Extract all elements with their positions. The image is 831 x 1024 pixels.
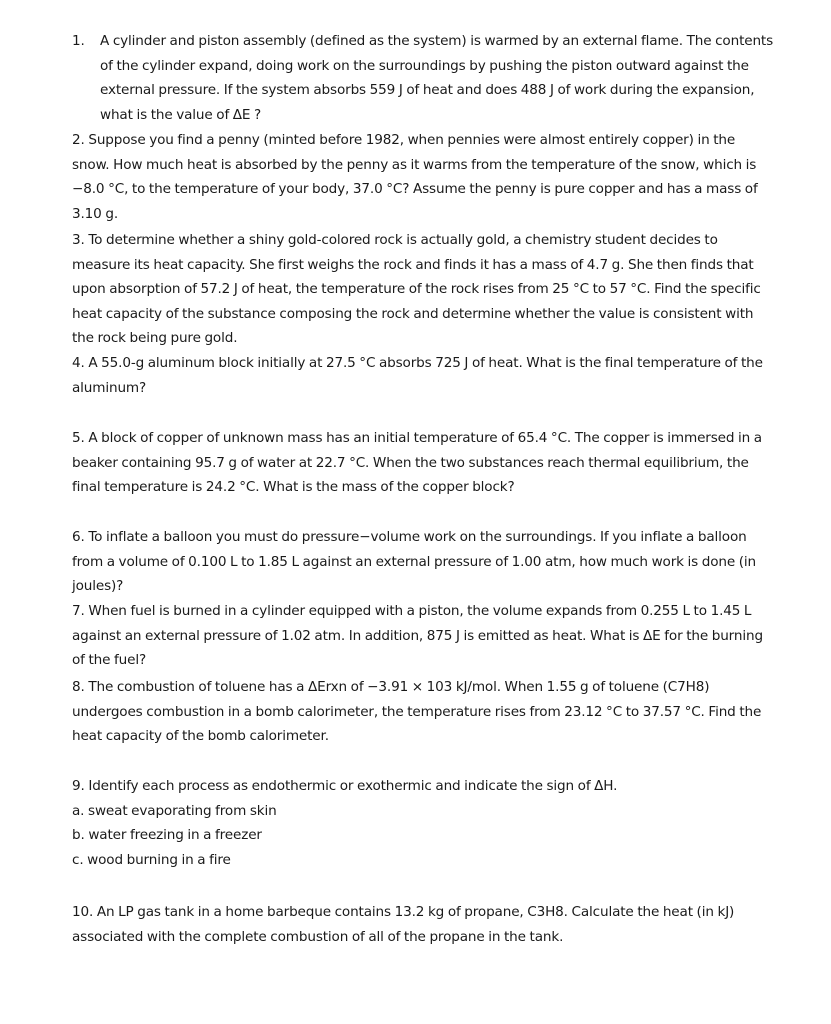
question-5: 5. A block of copper of unknown mass has an initial temperature of 65.4 °C. The copper is immersed in a beaker containing 95.7 g of water at 22.7 °C. When the two substances reach thermal equilibrium, the final temperature is 24.2 °C. What is the mass of the copper block? (72, 430, 762, 495)
question-8: 8. The combustion of toluene has a ΔErxn of −3.91 × 103 kJ/mol. When 1.55 g of toluene (C7H8) undergoes combustion in a bomb calorimeter, the temperature rises from 23.12 °C to 37.57 °C. Find the heat capacity of the bomb calorimeter. (72, 679, 762, 744)
question-3: 3. To determine whether a shiny gold-colored rock is actually gold, a chemistry student decides to measure its heat capacity. She first weighs the rock and finds it has a mass of 4.7 g. She then finds that upon absorption of 57.2 J of heat, the temperature of the rock rises from 25 °C to 57 °C. Find the specific heat capacity of the substance composing the rock and determine whether the value is consistent with the rock being pure gold. (72, 232, 761, 346)
question-6: 6. To inflate a balloon you must do pressure−volume work on the surroundings. If you inflate a balloon from a volume of 0.100 L to 1.85 L against an external pressure of 1.00 atm, how much work is done (in joules)? (72, 529, 757, 594)
question-1-text: A cylinder and piston assembly (defined as the system) is warmed by an external flame. The contents of the cylinder expand, doing work on the surroundings by pushing the piston outward against the external pressure. If the system absorbs 559 J of heat and does 488 J of work during the expansion, what is the value of ΔE ? (100, 33, 774, 123)
question-9-part-c: c. wood burning in a fire (72, 851, 231, 868)
question-10: 10. An LP gas tank in a home barbeque contains 13.2 kg of propane, C3H8. Calculate the heat (in kJ) associated with the complete combustion of all of the propane in the tank. (72, 904, 735, 945)
question-9-part-b: b. water freezing in a freezer (72, 827, 262, 843)
question-7: 7. When fuel is burned in a cylinder equipped with a piston, the volume expands from 0.255 L to 1.45 L against an external pressure of 1.02 atm. In addition, 875 J is emitted as heat. What is ΔE for the burning of the fuel? (72, 603, 763, 668)
question-1-number: 1. (72, 33, 85, 49)
question-2: 2. Suppose you find a penny (minted before 1982, when pennies were almost entirely copper) in the snow. How much heat is absorbed by the penny as it warms from the temperature of the snow, which is −8.0 °C, to the temperature of your body, 37.0 °C? Assume the penny is pure copper and has a mass of 3.10 g. (72, 132, 758, 222)
question-9-text: 9. Identify each process as endothermic or exothermic and indicate the sign of ΔH. (72, 778, 618, 794)
question-9 (72, 774, 772, 872)
question-9-part-a: a. sweat evaporating from skin (72, 802, 277, 819)
question-1 (72, 29, 777, 127)
question-4: 4. A 55.0-g aluminum block initially at 27.5 °C absorbs 725 J of heat. What is the final temperature of the aluminum? (72, 355, 763, 396)
